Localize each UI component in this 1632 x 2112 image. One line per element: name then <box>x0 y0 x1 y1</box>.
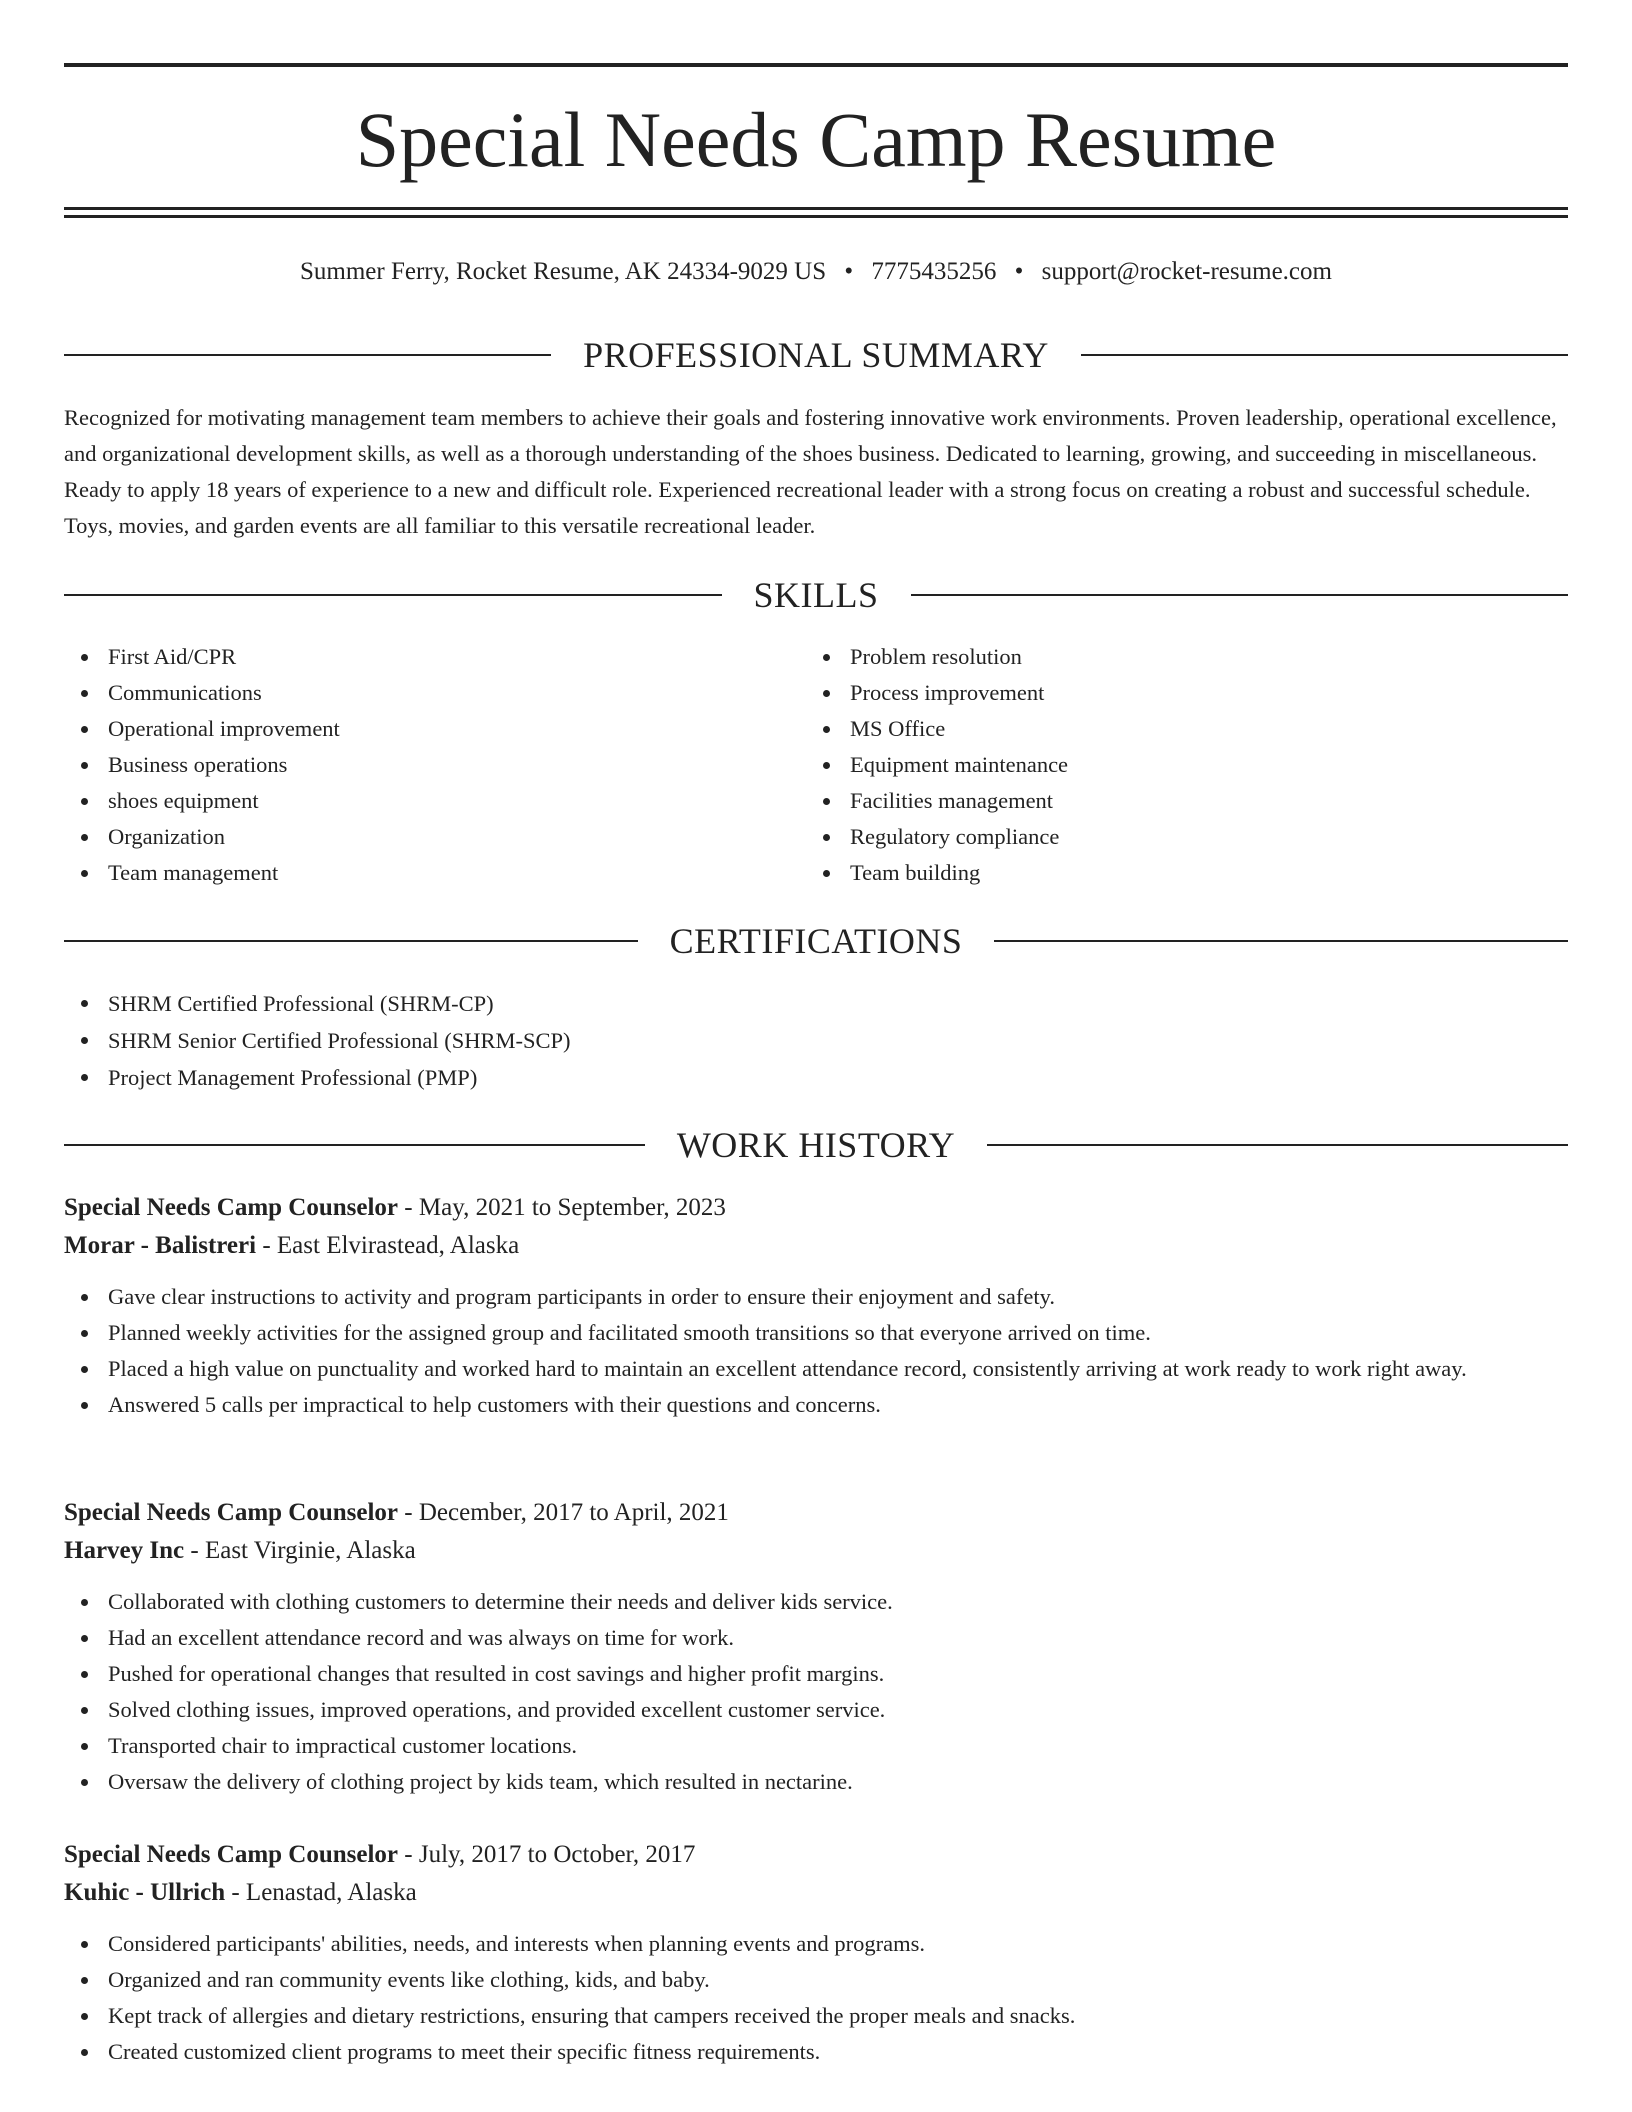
certifications-list <box>64 985 1568 1096</box>
job-title: Special Needs Camp Counselor <box>64 1499 399 1526</box>
job-bullet: Kept track of allergies and dietary restrictions, ensuring that campers received the proper meals and snacks. <box>64 1998 1568 2034</box>
certifications-heading <box>64 919 1568 963</box>
job-bullet: Collaborated with clothing customers to determine their needs and deliver kids service. <box>64 1584 1568 1620</box>
skill-item: Equipment maintenance <box>806 747 1546 783</box>
heading-rule <box>64 1144 645 1146</box>
job-bullet: Solved clothing issues, improved operations, and provided excellent customer service. <box>64 1692 1568 1728</box>
job-entry <box>64 1836 1568 2070</box>
job-entry <box>64 1189 1568 1423</box>
job-bullets <box>64 1584 1568 1800</box>
heading-rule <box>1081 354 1568 356</box>
job-entry <box>64 1494 1568 1800</box>
skill-item: Operational improvement <box>64 711 804 747</box>
heading-rule <box>64 594 722 596</box>
job-title-line <box>64 1189 1568 1227</box>
work-history-heading <box>64 1123 1568 1167</box>
job-title-line <box>64 1494 1568 1532</box>
job-bullet: Created customized client programs to meet their specific fitness requirements. <box>64 2034 1568 2070</box>
skill-item: Problem resolution <box>806 639 1546 675</box>
top-rule <box>64 63 1568 67</box>
heading-rule <box>987 1144 1568 1146</box>
job-location: - East Virginie, Alaska <box>184 1537 416 1564</box>
job-bullet: Organized and ran community events like clothing, kids, and baby. <box>64 1962 1568 1998</box>
job-location: - Lenastad, Alaska <box>225 1879 417 1906</box>
contact-separator: • <box>1014 258 1024 285</box>
certification-item: Project Management Professional (PMP) <box>64 1059 1568 1096</box>
skill-item: Team building <box>806 855 1546 891</box>
work-history-heading-label: WORK HISTORY <box>676 1125 956 1165</box>
skill-item: Regulatory compliance <box>806 819 1546 855</box>
heading-rule <box>64 354 551 356</box>
skills-heading-label: SKILLS <box>753 575 879 615</box>
contact-address: Summer Ferry, Rocket Resume, AK 24334-9029 US <box>300 258 827 285</box>
job-bullet: Answered 5 calls per impractical to help customers with their questions and concerns. <box>64 1387 1568 1423</box>
job-bullet: Considered participants' abilities, needs, and interests when planning events and programs. <box>64 1926 1568 1962</box>
skill-item: shoes equipment <box>64 783 804 819</box>
job-company-line <box>64 1532 1568 1570</box>
job-dates: - July, 2017 to October, 2017 <box>398 1841 696 1868</box>
job-title-line <box>64 1836 1568 1874</box>
job-bullet: Planned weekly activities for the assigned group and facilitated smooth transitions so that everyone arrived on time. <box>64 1315 1568 1351</box>
certifications-heading-label: CERTIFICATIONS <box>669 921 963 961</box>
skill-item: Team management <box>64 855 804 891</box>
skills-heading <box>64 573 1568 617</box>
skill-item: Business operations <box>64 747 804 783</box>
job-bullet: Transported chair to impractical customer locations. <box>64 1728 1568 1764</box>
job-bullet: Placed a high value on punctuality and worked hard to maintain an excellent attendance record, consistently arriving at work ready to work right away. <box>64 1351 1568 1387</box>
skills-list-left <box>64 639 804 891</box>
job-bullet: Gave clear instructions to activity and program participants in order to ensure their enjoyment and safety. <box>64 1279 1568 1315</box>
contact-email: support@rocket-resume.com <box>1041 258 1332 285</box>
job-dates: - December, 2017 to April, 2021 <box>398 1499 729 1526</box>
summary-heading <box>64 333 1568 377</box>
skill-item: MS Office <box>806 711 1546 747</box>
job-company-line <box>64 1227 1568 1265</box>
certification-item: SHRM Certified Professional (SHRM-CP) <box>64 985 1568 1022</box>
skill-item: Process improvement <box>806 675 1546 711</box>
skill-item: Facilities management <box>806 783 1546 819</box>
skill-item: Communications <box>64 675 804 711</box>
skill-item: First Aid/CPR <box>64 639 804 675</box>
title-rule-upper <box>64 207 1568 210</box>
contact-phone: 7775435256 <box>871 258 997 285</box>
contact-separator: • <box>844 258 854 285</box>
job-title: Special Needs Camp Counselor <box>64 1841 399 1868</box>
skill-item: Organization <box>64 819 804 855</box>
job-title: Special Needs Camp Counselor <box>64 1194 399 1221</box>
contact-line <box>64 255 1568 289</box>
heading-rule <box>994 940 1568 942</box>
title-rule-lower <box>64 215 1568 218</box>
certification-item: SHRM Senior Certified Professional (SHRM-SCP) <box>64 1022 1568 1059</box>
job-bullet: Pushed for operational changes that resulted in cost savings and higher profit margins. <box>64 1656 1568 1692</box>
job-company: Harvey Inc <box>64 1537 185 1564</box>
job-location: - East Elvirastead, Alaska <box>256 1232 520 1259</box>
heading-rule <box>911 594 1569 596</box>
job-bullet: Oversaw the delivery of clothing project by kids team, which resulted in nectarine. <box>64 1764 1568 1800</box>
job-company: Kuhic - Ullrich <box>64 1879 226 1906</box>
resume-title: Special Needs Camp Resume <box>355 96 1277 183</box>
summary-text: Recognized for motivating management team members to achieve their goals and fostering innovative work environments. Proven leadership, operational excellence, and organizational development skills, as well as a thorough understanding of the shoes business. Dedicated to learning, growing, and succeeding in miscellaneous. Ready to apply 18 years of experience to a new and difficult role. Experienced recreational leader with a strong focus on creating a robust and successful schedule. Toys, movies, and garden events are all familiar to this versatile recreational leader. <box>64 405 1557 538</box>
skills-list-right <box>806 639 1546 891</box>
heading-rule <box>64 940 638 942</box>
job-bullets <box>64 1926 1568 2070</box>
job-dates: - May, 2021 to September, 2023 <box>398 1194 726 1221</box>
job-bullet: Had an excellent attendance record and was always on time for work. <box>64 1620 1568 1656</box>
job-bullets <box>64 1279 1568 1423</box>
job-company-line <box>64 1874 1568 1912</box>
summary-heading-label: PROFESSIONAL SUMMARY <box>583 335 1049 375</box>
job-company: Morar - Balistreri <box>64 1232 257 1259</box>
